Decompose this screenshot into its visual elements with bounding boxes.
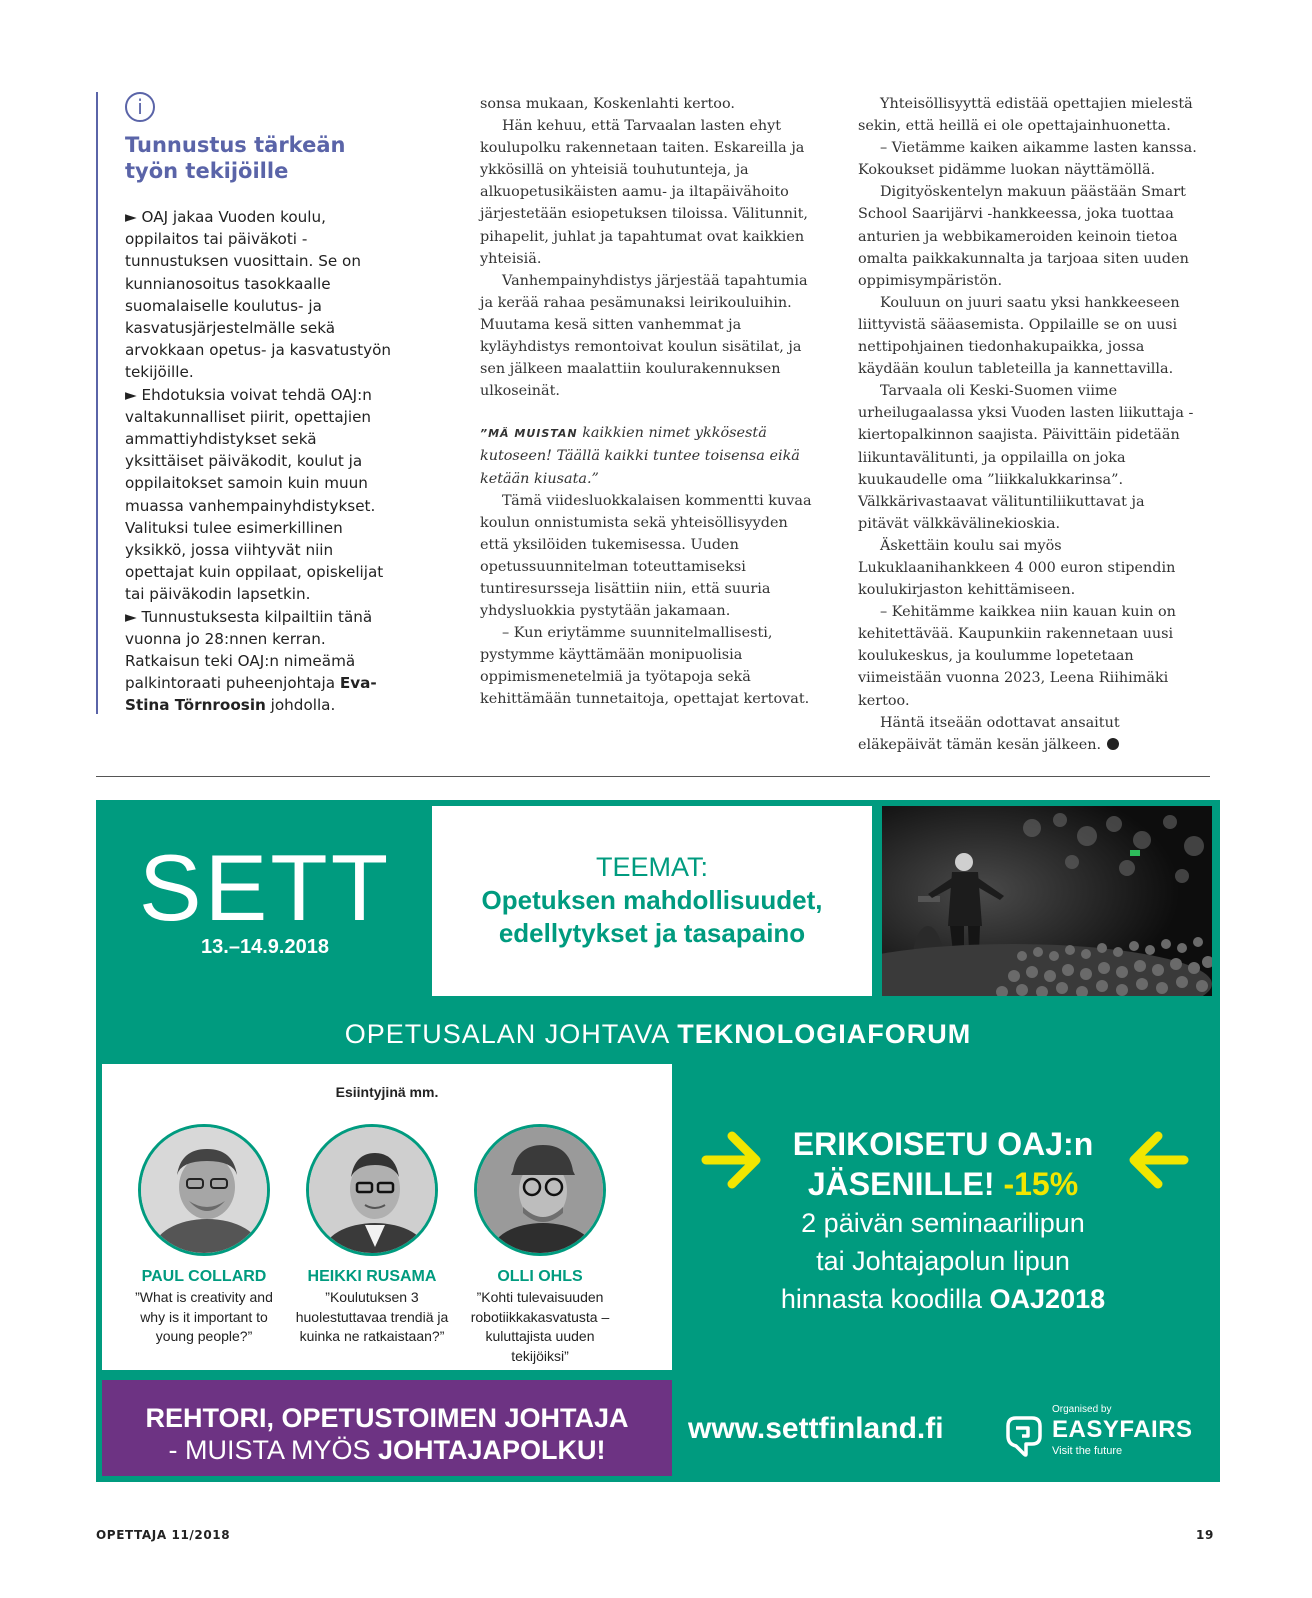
forum-banner-text: OPETUSALAN JOHTAVA [344, 1019, 678, 1049]
event-date: 13.–14.9.2018 [201, 936, 329, 958]
speaker-card [460, 1124, 620, 1366]
article-paragraph: Hän kehuu, että Tarvaalan lasten ehyt koulupolku rakennetaan taiten. Eskareilla ja ykkösillä on yhteisiä touhutunteja, ja alkuopetusikäisten aamu- ja iltapäivähoito järjestetään esiopetuksen tiloissa. Välitunnit, pihapelit, juhlat ja tapahtumat ovat kaikkien yhteisiä. [480, 118, 808, 267]
sidebar-paragraph [125, 206, 396, 384]
sidebar-text: Ehdotuksia voivat tehdä OAJ:n valtakunnalliset piirit, opettajien ammattiyhdistykset sekä yksittäiset päiväkodit, koulut ja oppilaitokset samoin kuin muun muassa vanhempainyhdistykset. Valituksi tulee esimerkillinen yksikkö, jossa viihtyvät niin opettajat kuin oppilaat, opiskelijat tai päiväkodin lapsetkin. [125, 385, 384, 604]
sidebar-paragraph [125, 384, 396, 606]
leadership-path-text: - MUISTA MYÖS [168, 1435, 378, 1465]
offer-detail: tai Johtajapolun lipun [816, 1246, 1070, 1276]
end-mark-icon [1107, 738, 1119, 750]
article-paragraph: Yhteisöllisyyttä edistää opettajien mielestä sekin, että heillä ei ole opettajainhuonetta. [858, 96, 1193, 135]
article-paragraph [858, 712, 1198, 756]
offer-discount: -15% [1003, 1166, 1079, 1202]
pull-quote-text: kaikkien nimet ykkösestä kutoseen! Täällä kaikki tuntee toisensa eikä ketään kiusata.” [480, 425, 800, 487]
article-paragraph: Tarvaala oli Keski-Suomen viime urheilugaalassa yksi Vuoden lasten liikuttaja -kiertopalkinnon saajista. Päivittäin pidetään liikuntavälitunti, ja oppilailla on joka kuukaudelle oma ”liikkalukkarinsa”. Välkkärivastaavat välituntiliikuttavat ja pitävät välkkävälinekioskia. [858, 383, 1194, 532]
article-paragraph: Vanhempainyhdistys järjestää tapahtumia ja kerää rahaa pesämunaksi leirikouluihin. Muutama kesä sitten vanhemmat ja kyläyhdistys remontoivat koulun sisätilat, ja sen jälkeen maalattiin koulurakennuksen ulkoseinät. [480, 272, 808, 400]
speaker-portrait-icon [141, 1127, 270, 1256]
bullet-icon: ► [125, 385, 137, 404]
sidebar-text: OAJ jakaa Vuoden koulu, oppilaitos tai päiväkoti -tunnustuksen vuosittain. Se on kunnianosoitus tasokkaalle suomalaiselle koulutus- ja kasvatusjärjestelmälle sekä arvokkaan opetus- ja kasvatustyön tekijöille. [125, 208, 392, 382]
article-paragraph: Digityöskentelyn makuun päästään Smart School Saarijärvi -hankkeessa, joka tuottaa anturien ja webbikameroiden keinoin tietoa omalta paikkakunnalta ja tarjoaa siten uuden oppimisympäristön. [858, 184, 1189, 289]
sidebar-text: Tunnustuksesta kilpailtiin tänä vuonna jo 28:nnen kerran. Ratkaisun teki OAJ:n nimeämä palkintoraati puheenjohtaja [125, 607, 373, 693]
themes-line: edellytykset ja tasapaino [498, 918, 806, 948]
leadership-path-line [102, 1434, 672, 1466]
offer-detail-text: hinnasta koodilla [780, 1284, 990, 1314]
easyfairs-logo [1002, 1404, 1202, 1464]
offer-detail [672, 1280, 1214, 1318]
pull-quote-lead: ”MÄ MUISTAN [480, 427, 578, 441]
organiser-tagline: Visit the future [1052, 1445, 1123, 1457]
sidebar-title: Tunnustus tärkeän työn tekijöille [125, 133, 346, 183]
pull-quote [480, 422, 820, 489]
speakers-label: Esiintyjinä mm. [335, 1084, 439, 1100]
jury-chair-name: Eva-Stina Törnroosin [125, 674, 377, 715]
speaker-photo [306, 1124, 438, 1256]
speaker-topic: ”Kohti tulevaisuuden robotiikkakasvatusta – kuluttajista uuden tekijöiksi” [470, 1289, 610, 1364]
speaker-topic: ”What is creativity and why is it important to young people?” [135, 1289, 273, 1344]
speaker-card [124, 1124, 284, 1347]
website-link[interactable]: www.settfinland.fi [688, 1412, 944, 1445]
article-paragraph: – Kehitämme kaikkea niin kauan kuin on kehitettävää. Kaupunkiin rakennetaan uusi koulukeskus, ja koulumme lopetetaan viimeistään vuonna 2023, Leena Riihimäki kertoo. [858, 604, 1176, 709]
page-number: 19 [1196, 1528, 1214, 1542]
leadership-path-banner [102, 1380, 672, 1476]
discount-code: OAJ2018 [989, 1284, 1106, 1314]
sidebar-text: johdolla. [265, 696, 336, 715]
article-column-right [858, 93, 1198, 756]
sett-logo-box [102, 806, 428, 996]
leadership-path-line: REHTORI, OPETUSTOIMEN JOHTAJA [145, 1403, 629, 1433]
article-paragraph: Kouluun on juuri saatu yksi hankkeeseen liittyvistä sääasemista. Oppilaille se on uusi nettipohjainen tiedonhakupaikka, jossa käydään koulun tableteilla ja kannettavilla. [858, 294, 1180, 378]
publication-name: OPETTAJA 11/2018 [96, 1528, 231, 1542]
ad-footer [672, 1380, 1214, 1476]
speakers-panel [102, 1064, 672, 1370]
sidebar-paragraph [125, 606, 396, 717]
stage-speaker-photo [882, 806, 1212, 996]
speaker-name: OLLI OHLS [497, 1268, 583, 1285]
organiser-label: Organised by [1052, 1404, 1112, 1415]
themes-line: Opetuksen mahdollisuudet, [481, 885, 823, 915]
arrow-right-icon [700, 1130, 764, 1190]
article-paragraph: – Vietämme kaiken aikamme lasten kanssa. Kokoukset pidämme luokan näyttämöllä. [858, 140, 1197, 179]
offer-detail: 2 päivän seminaarilipun [801, 1208, 1085, 1238]
sett-advertisement [96, 800, 1220, 1482]
speaker-card [292, 1124, 452, 1347]
speaker-topic: ”Koulutuksen 3 huolestuttavaa trendiä ja kuinka ne ratkaistaan?” [295, 1289, 449, 1344]
member-offer-panel [672, 1064, 1214, 1370]
organiser-name: EASYFAIRS [1052, 1416, 1193, 1443]
info-sidebar [96, 92, 396, 714]
offer-headline: ERIKOISETU OAJ:n [792, 1126, 1094, 1162]
article-column-middle [480, 93, 820, 711]
speaker-portrait-icon [477, 1127, 606, 1256]
article-paragraph: Tämä viidesluokkalaisen kommentti kuvaa koulun onnistumista sekä yhteisöllisyyden että yksilöiden tukemisessa. Uuden opetussuunnitelman toteuttamiseksi tuntiresursseja lisättiin niin, että suuria yhdysluokkia pystytään jakamaan. [480, 492, 812, 620]
themes-heading: TEEMAT: [595, 852, 708, 882]
article-paragraph: – Kun eriytämme suunnitelmallisesti, pystymme käyttämään monipuolisia oppimismenetelmiä ja työtapoja sekä kehittämään tunnetaitoja, opettajat kertovat. [480, 625, 810, 708]
stage-speaker-photo-illustration [882, 806, 1212, 996]
leadership-path-emphasis: JOHTAJAPOLKU! [378, 1435, 606, 1465]
easyfairs-mark-icon [1002, 1414, 1046, 1458]
info-icon: i [125, 92, 155, 122]
speaker-portrait-icon [309, 1127, 438, 1256]
forum-banner-emphasis: TEKNOLOGIAFORUM [677, 1019, 972, 1049]
sidebar-body [125, 206, 396, 717]
speaker-name: HEIKKI RUSAMA [307, 1268, 437, 1285]
forum-banner [102, 1004, 1214, 1064]
article-text: Häntä itseään odottavat ansaitut eläkepäivät tämän kesän jälkeen. [858, 714, 1120, 753]
article-paragraph: Äskettäin koulu sai myös Lukuklaanihankkeen 4 000 euron stipendin koulukirjaston kehittämiseen. [858, 537, 1176, 599]
arrow-left-icon [1126, 1130, 1190, 1190]
bullet-icon: ► [125, 607, 137, 626]
speaker-name: PAUL COLLARD [141, 1268, 267, 1285]
bullet-icon: ► [125, 208, 137, 226]
speaker-photo [474, 1124, 606, 1256]
sett-logo: SETT [138, 835, 392, 940]
themes-box [432, 806, 872, 996]
article-paragraph: sonsa mukaan, Koskenlahti kertoo. [480, 96, 735, 112]
speaker-photo [138, 1124, 270, 1256]
section-divider [96, 776, 1210, 777]
offer-headline-text: JÄSENILLE! [807, 1166, 1004, 1202]
